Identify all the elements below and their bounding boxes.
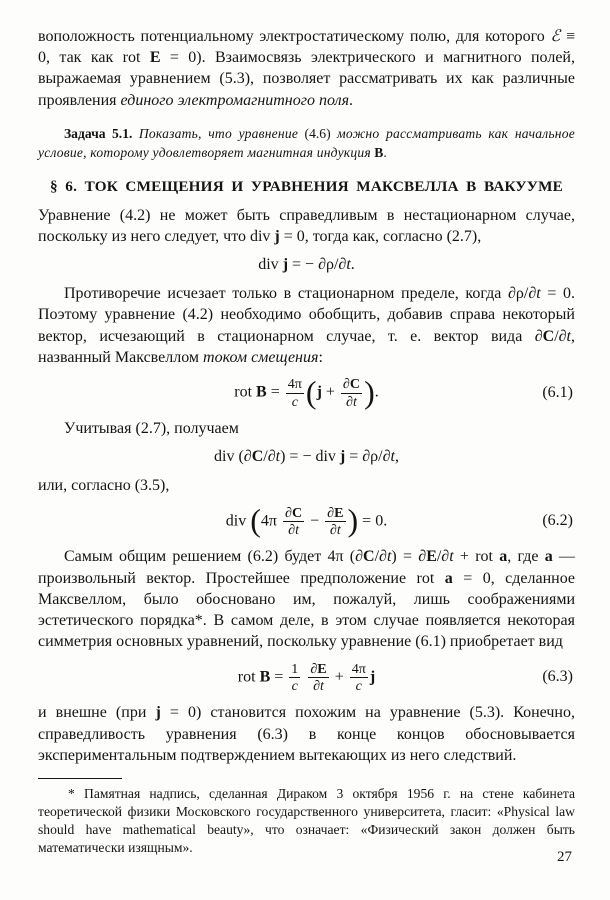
footnote-block bbox=[38, 778, 575, 857]
equation-div-c-body: div (∂C/∂t) = − div j = ∂ρ/∂t, bbox=[214, 448, 399, 466]
section-heading: § 6. ТОК СМЕЩЕНИЯ И УРАВНЕНИЯ МАКСВЕЛЛА В ВАКУУМЕ bbox=[50, 177, 563, 195]
task-paragraph: Задача 5.1. Показать, что уравнение (4.6) можно рассматривать как начальное условие, которому удовлетворяет магнитная индукция B. bbox=[38, 125, 575, 160]
footnote-text: * Памятная надпись, сделанная Дираком 3 октября 1956 г. на стене кабинета теоретической физики Московского государственного университета, гласит: «Physical law should have mathematical beauty», что означает: «Физический закон должен быть математически изящным». bbox=[38, 786, 575, 856]
equation-6-1-number: (6.1) bbox=[542, 384, 573, 402]
equation-6-1 bbox=[38, 372, 575, 414]
equation-6-1-body: rot B = $\frac{4\pi}{c}$ (j + $\frac{\partial C}{\partial t}$ ). bbox=[234, 374, 379, 411]
equation-6-3-body: rot B = $\frac{1}{c}$ $\frac{\partial E}{\partial t}$ + $\frac{4\pi}{c}$ j bbox=[237, 660, 376, 694]
equation-div-c bbox=[38, 444, 575, 470]
footnote-divider bbox=[38, 778, 122, 779]
equation-div-j bbox=[38, 252, 575, 278]
body-paragraph-1: Уравнение (4.2) не может быть справедливым в нестационарном случае, поскольку из него следует, что div j = 0, тогда как, согласно (2.7), bbox=[38, 206, 575, 246]
body-paragraph-3: Учитывая (2.7), получаем bbox=[64, 420, 239, 438]
equation-6-2-body: div (4π $\frac{\partial C}{\partial t}$ − $\frac{\partial E}{\partial t}$ ) = 0. bbox=[225, 502, 388, 539]
page-content bbox=[38, 26, 575, 857]
equation-6-3 bbox=[38, 656, 575, 698]
equation-6-3-number: (6.3) bbox=[542, 668, 573, 686]
equation-6-2-number: (6.2) bbox=[542, 512, 573, 530]
equation-6-2 bbox=[38, 500, 575, 542]
paragraph-continuation: воположность потенциальному электростатическому полю, для которого ℰ ≡ 0, так как rot E = 0). Взаимосвязь электрического и магнитного полей, выражаемая уравнением (5.3), позволяет рассматривать их как различные проявления единого электромагнитного поля. bbox=[38, 28, 575, 109]
page-number: 27 bbox=[557, 849, 572, 865]
body-paragraph-6: и внешне (при j = 0) становится похожим на уравнение (5.3). Конечно, справедливость уравнения (6.3) в конце концов обосновывается экспериментальным подтверждением вытекающих из него следствий. bbox=[38, 704, 575, 764]
body-paragraph-2: Противоречие исчезает только в стационарном пределе, когда ∂ρ/∂t = 0. Поэтому уравнение (4.2) необходимо обобщить, добавив справа некоторый вектор, исчезающий в стационарном случае, т. е. вектор вида ∂C/∂t, названный Максвеллом током смещения: bbox=[38, 285, 575, 366]
equation-div-j-body: div j = − ∂ρ/∂t. bbox=[258, 256, 355, 274]
body-paragraph-5: Самым общим решением (6.2) будет 4π (∂C/∂t) = ∂E/∂t + rot a, где a — произвольный вектор. Простейшее предположение rot a = 0, сделанное Максвеллом, было обосновано им, пожалуй, лишь соображениями эстетического порядка*. В самом деле, в этом случае появляется некоторая симметрия основных уравнений, поскольку уравнение (6.1) приобретает вид bbox=[38, 548, 576, 651]
body-paragraph-4: или, согласно (3.5), bbox=[38, 477, 170, 495]
